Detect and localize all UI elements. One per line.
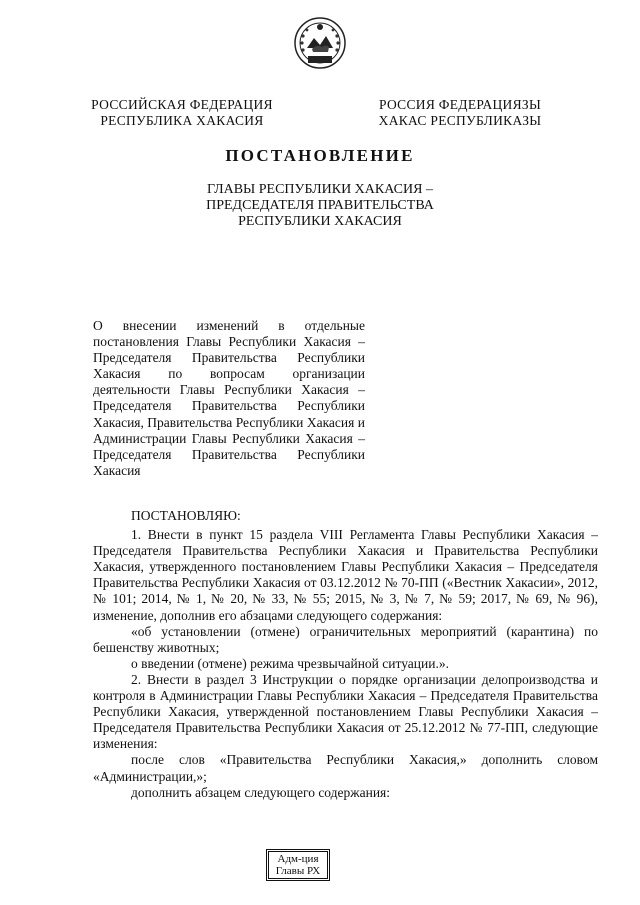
coat-of-arms-emblem bbox=[293, 16, 347, 70]
subtitle-line-3: РЕСПУБЛИКИ ХАКАСИЯ bbox=[238, 214, 402, 229]
subtitle-line-2: ПРЕДСЕДАТЕЛЯ ПРАВИТЕЛЬСТВА bbox=[206, 198, 434, 213]
stamp-line-1: Адм-ция bbox=[277, 853, 319, 865]
emblem-icon bbox=[293, 16, 347, 70]
body-paragraph-4: 2. Внести в раздел 3 Инструкции о порядке организации делопроизводства и контроля в Администрации Главы Республики Хакасия – Председателя Правительства Республики Хакасия, утвержденной постановлением Главы Республики Хакасия – Председателя Правительства Республики Хакасия от 25.12.2012 № 77-ПП, следующие изменения: bbox=[93, 671, 598, 752]
header-right-line-2: ХАКАС РЕСПУБЛИКАЗЫ bbox=[378, 113, 542, 128]
document-subject: О внесении изменений в отдельные постановления Главы Республики Хакасия – Председателя Правительства Республики Хакасия по вопросам организации деятельности Главы Республики Хакасия – Председателя Правительства Республики Хакасия, Правительства Республики Хакасия и Администрации Главы Республики Хакасия – Председателя Правительства Республики Хакасия bbox=[93, 318, 365, 478]
body-paragraph-6: дополнить абзацем следующего содержания: bbox=[131, 784, 391, 800]
header-right-line-1: РОССИЯ ФЕДЕРАЦИЯЗЫ bbox=[378, 97, 542, 112]
document-body bbox=[93, 508, 598, 801]
stamp-inner bbox=[268, 851, 328, 879]
subtitle-line-1: ГЛАВЫ РЕСПУБЛИКИ ХАКАСИЯ – bbox=[207, 182, 433, 197]
header-left-line-1: РОССИЙСКАЯ ФЕДЕРАЦИЯ bbox=[91, 97, 273, 112]
stamp-line-2: Главы РХ bbox=[275, 865, 321, 877]
header-right bbox=[360, 97, 560, 129]
body-paragraph-3: о введении (отмене) режима чрезвычайной ситуации.». bbox=[131, 655, 449, 671]
header-left-line-2: РЕСПУБЛИКА ХАКАСИЯ bbox=[100, 113, 264, 128]
registration-stamp bbox=[266, 849, 330, 881]
document-title: ПОСТАНОВЛЕНИЕ bbox=[225, 146, 415, 165]
body-paragraph-1: 1. Внести в пункт 15 раздела VIII Регламента Главы Республики Хакасия – Председателя Правительства Республики Хакасия и Правительства Республики Хакасия, утвержденного постановлением Главы Республики Хакасия – Председателя Правительства Республики Хакасия от 03.12.2012 № 70-ПП («Вестник Хакасии», 2012, № 101; 2014, № 1, № 20, № 33, № 55; 2015, № 3, № 7, № 59; 2017, № 69, № 96), изменение, дополнив его абзацами следующего содержания: bbox=[93, 527, 598, 623]
decree-word: ПОСТАНОВЛЯЮ: bbox=[131, 508, 241, 523]
header-left bbox=[72, 97, 292, 129]
body-paragraph-5: после слов «Правительства Республики Хакасия,» дополнить словом «Администрации,»; bbox=[93, 752, 598, 784]
document-subtitle bbox=[150, 182, 490, 230]
body-paragraph-2: «об установлении (отмене) ограничительных мероприятий (карантина) по бешенству животных; bbox=[93, 623, 598, 655]
